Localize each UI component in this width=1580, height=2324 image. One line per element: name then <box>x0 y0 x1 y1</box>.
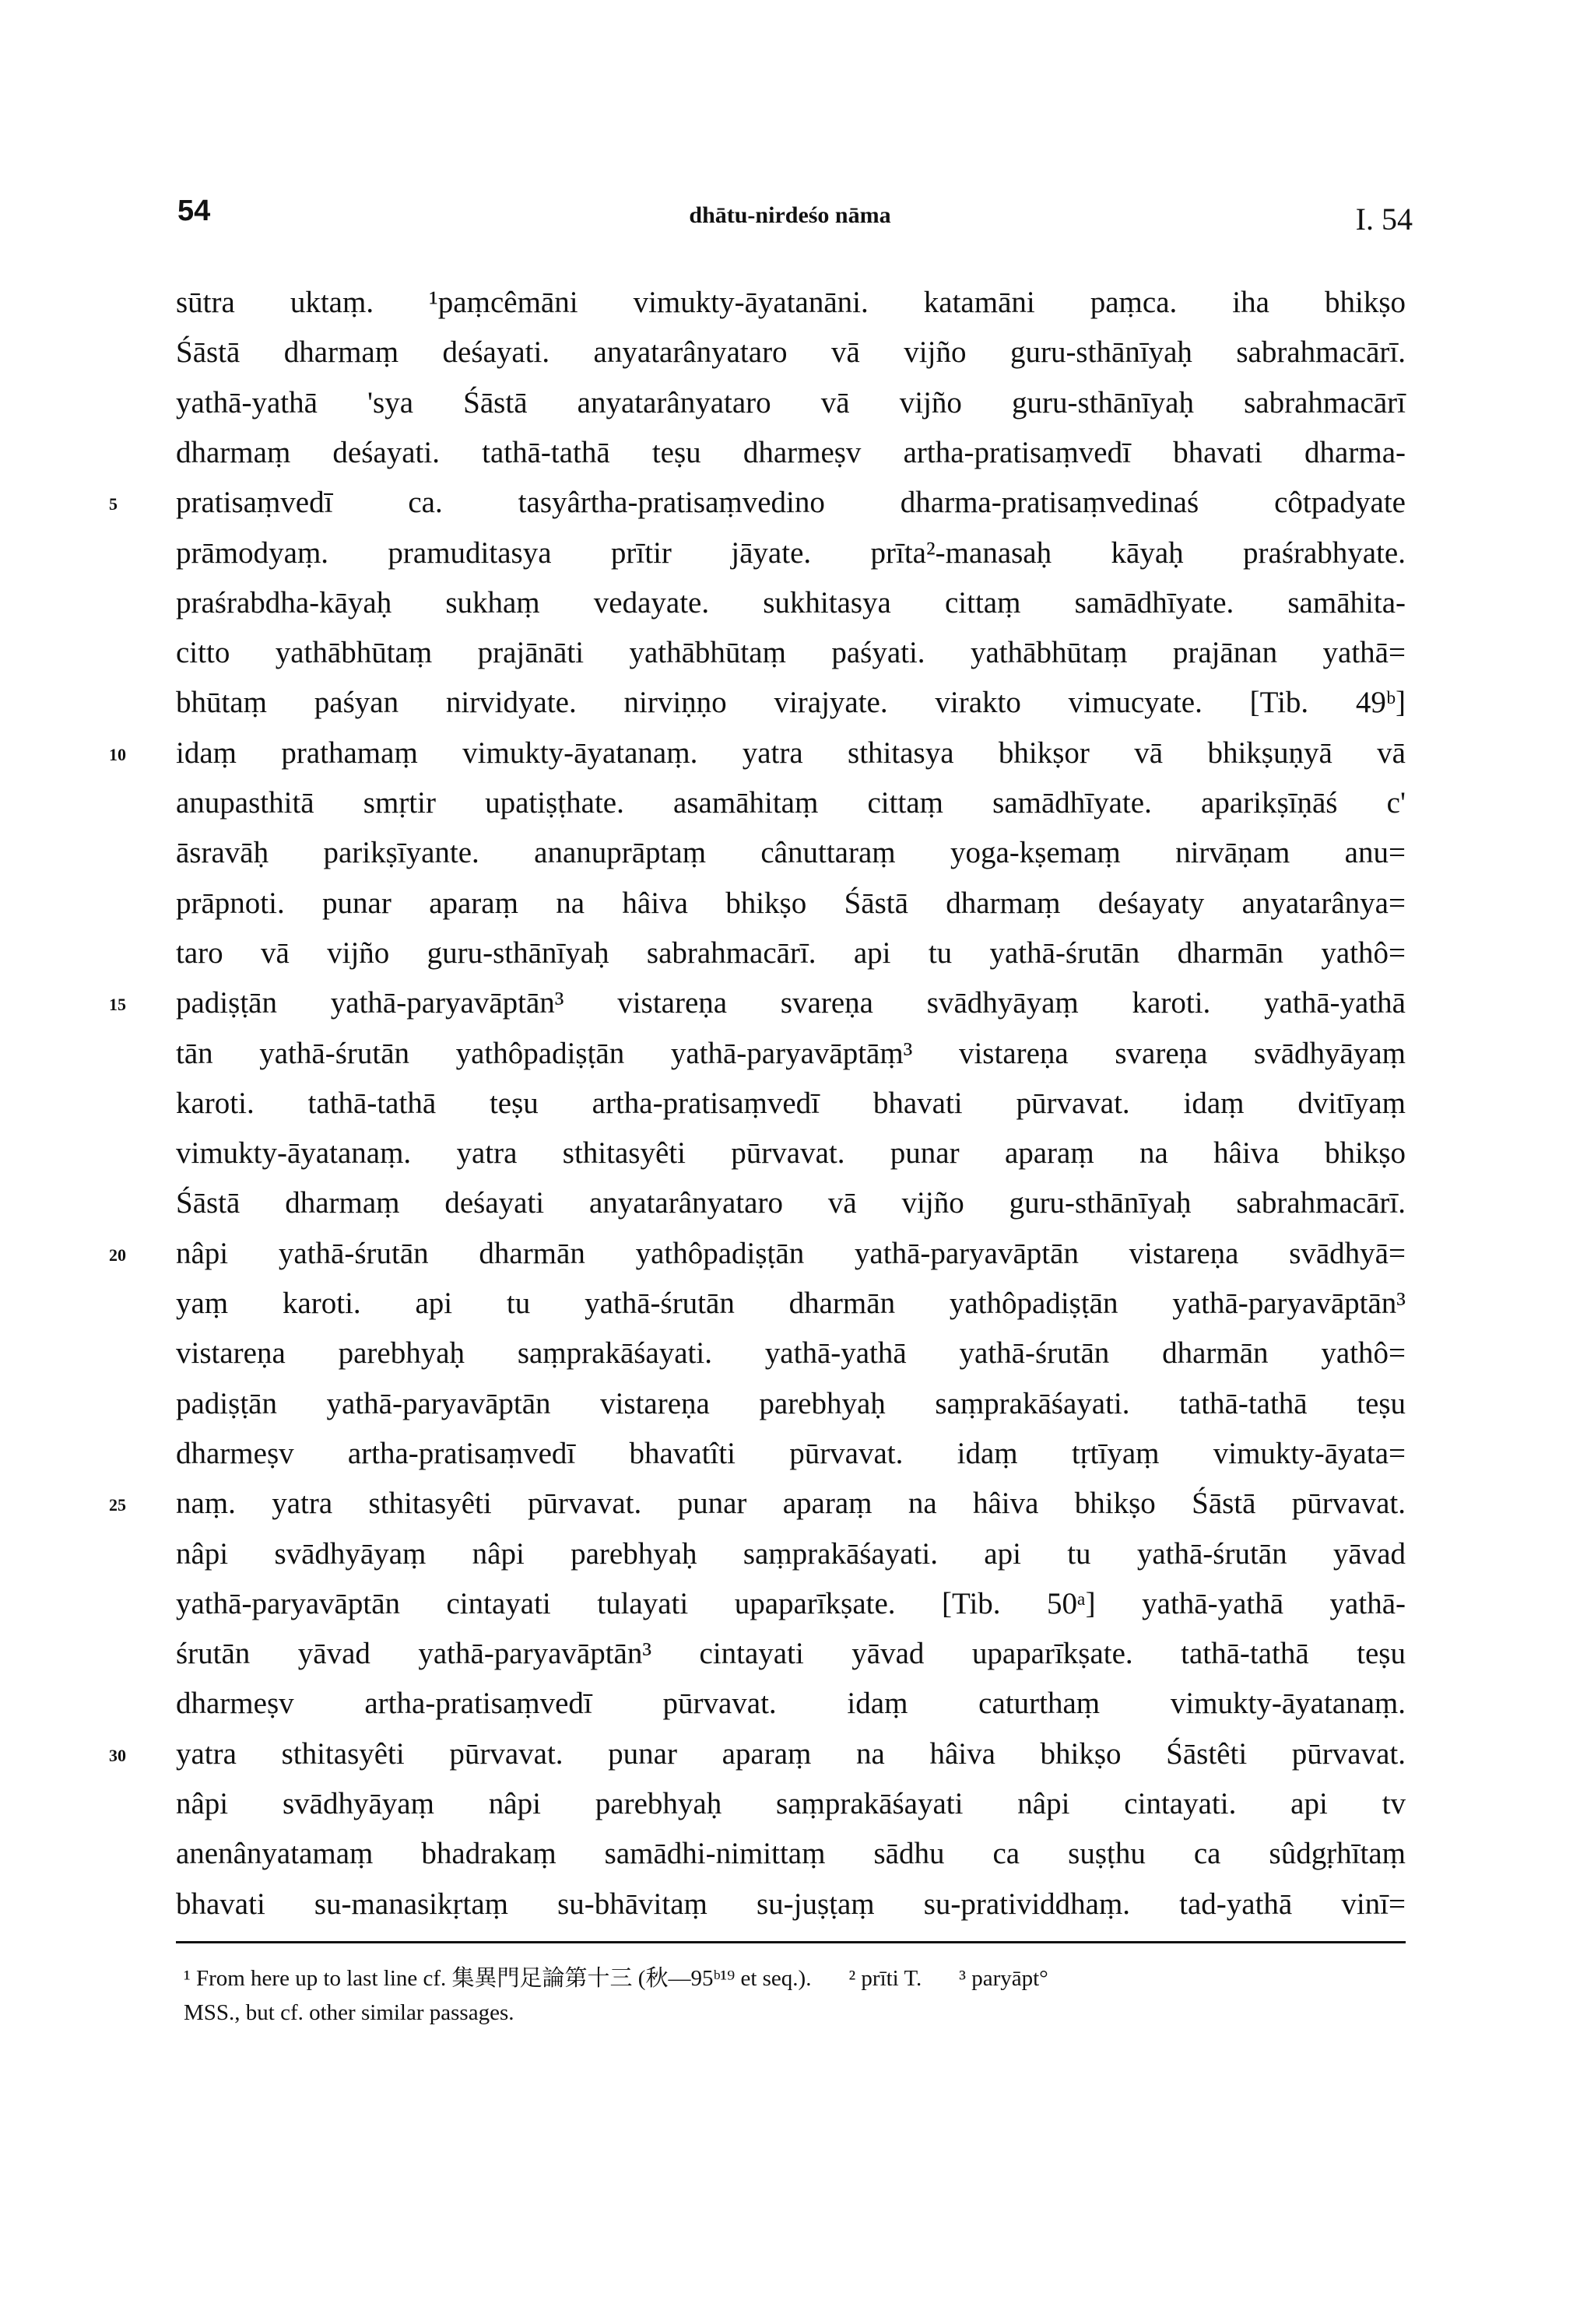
text-line: dharmeṣv artha-pratisaṃvedī pūrvavat. idaṃ caturthaṃ vimukty-āyatanaṃ. <box>176 1687 1406 1721</box>
text-line: prāpnoti. punar aparaṃ na hâiva bhikṣo Śāstā dharmaṃ deśayaty anyatarânya= <box>176 886 1406 920</box>
text-line: nâpi svādhyāyaṃ nâpi parebhyaḥ saṃprakāśayati nâpi cintayati. api tv <box>176 1787 1406 1820</box>
text-line: Śāstā dharmaṃ deśayati anyatarânyataro vā vijño guru-sthānīyaḥ sabrahmacārī. <box>176 1186 1406 1220</box>
text-line: yaṃ karoti. api tu yathā-śrutān dharmān yathôpadiṣṭān yathā-paryavāptān³ <box>176 1287 1406 1320</box>
text-line: āsravāḥ parikṣīyante. ananuprāptaṃ cânuttaraṃ yoga-kṣemaṃ nirvāṇam anu= <box>176 836 1406 870</box>
text-line: praśrabdha-kāyaḥ sukhaṃ vedayate. sukhitasya cittaṃ samādhīyate. samāhita- <box>176 585 1406 620</box>
text-line: bhūtaṃ paśyan nirvidyate. nirviṇṇo virajyate. virakto vimucyate. [Tib. 49ᵇ] <box>176 686 1406 720</box>
line-number: 20 <box>109 1244 126 1265</box>
text-line: anenânyatamaṃ bhadrakaṃ samādhi-nimittaṃ sādhu ca suṣṭhu ca sûdgṛhītaṃ <box>176 1837 1406 1871</box>
text-line: bhavati su-manasikṛtaṃ su-bhāvitaṃ su-juṣṭaṃ su-pratividdhaṃ. tad-yathā vinī= <box>176 1887 1406 1921</box>
footnote-1: ¹ From here up to last line cf. 集異門足論第十三 (秋—95ᵇ¹⁹ et seq.). <box>184 1966 812 1991</box>
text-line: idaṃ prathamaṃ vimukty-āyatanaṃ. yatra sthitasya bhikṣor vā bhikṣuṇyā vā <box>176 735 1406 770</box>
line-number: 10 <box>109 744 126 764</box>
text-line: yathā-yathā 'sya Śāstā anyatarânyataro vā vijño guru-sthānīyaḥ sabrahmacārī <box>176 385 1406 420</box>
text-line: dharmeṣv artha-pratisaṃvedī bhavatîti pūrvavat. idaṃ tṛtīyaṃ vimukty-āyata= <box>176 1436 1406 1470</box>
footnote-rule <box>176 1941 1406 1943</box>
text-line: pratisaṃvedī ca. tasyârtha-pratisaṃvedino dharma-pratisaṃvedinaś côtpadyate <box>176 486 1406 520</box>
text-line: yathā-paryavāptān cintayati tulayati upaparīkṣate. [Tib. 50ᵃ] yathā-yathā yathā- <box>176 1586 1406 1620</box>
footnote-3: ³ paryāpt° <box>959 1966 1048 1991</box>
text-line: prāmodyaṃ. pramuditasya prītir jāyate. prīta²-manasaḥ kāyaḥ praśrabhyate. <box>176 535 1406 570</box>
line-number: 15 <box>109 995 126 1015</box>
line-number: 30 <box>109 1745 126 1765</box>
text-line: taro vā vijño guru-sthānīyaḥ sabrahmacārī. api tu yathā-śrutān dharmān yathô= <box>176 936 1406 970</box>
text-line: nâpi svādhyāyaṃ nâpi parebhyaḥ saṃprakāśayati. api tu yathā-śrutān yāvad <box>176 1536 1406 1571</box>
text-line: tān yathā-śrutān yathôpadiṣṭān yathā-paryavāptāṃ³ vistareṇa svareṇa svādhyāyaṃ <box>176 1036 1406 1070</box>
text-line: vistareṇa parebhyaḥ saṃprakāśayati. yathā-yathā yathā-śrutān dharmān yathô= <box>176 1336 1406 1371</box>
footnote-2: ² prīti T. <box>848 1966 922 1991</box>
text-line: dharmaṃ deśayati. tathā-tathā teṣu dharmeṣv artha-pratisaṃvedī bhavati dharma- <box>176 435 1406 469</box>
footnotes-line-1 <box>184 1964 1406 1992</box>
text-line: sūtra uktaṃ. ¹paṃcêmāni vimukty-āyatanāni. katamāni paṃca. iha bhikṣo <box>176 286 1406 319</box>
text-line: śrutān yāvad yathā-paryavāptān³ cintayati yāvad upaparīkṣate. tathā-tathā teṣu <box>176 1637 1406 1671</box>
text-line: anupasthitā smṛtir upatiṣṭhate. asamāhitaṃ cittaṃ samādhīyate. aparikṣīṇāś c' <box>176 786 1406 820</box>
text-line: karoti. tathā-tathā teṣu artha-pratisaṃvedī bhavati pūrvavat. idaṃ dvitīyaṃ <box>176 1086 1406 1120</box>
text-line: nâpi yathā-śrutān dharmān yathôpadiṣṭān yathā-paryavāptān vistareṇa svādhyā= <box>176 1236 1406 1270</box>
section-reference: I. 54 <box>1355 202 1413 237</box>
text-line: naṃ. yatra sthitasyêti pūrvavat. punar aparaṃ na hâiva bhikṣo Śāstā pūrvavat. <box>176 1487 1406 1521</box>
footnote-3-continued: MSS., but cf. other similar passages. <box>184 2000 514 2025</box>
line-number: 5 <box>109 494 118 514</box>
text-line: padiṣṭān yathā-paryavāptān³ vistareṇa svareṇa svādhyāyaṃ karoti. yathā-yathā <box>176 986 1406 1020</box>
text-line: padiṣṭān yathā-paryavāptān vistareṇa parebhyaḥ saṃprakāśayati. tathā-tathā teṣu <box>176 1386 1406 1420</box>
text-line: yatra sthitasyêti pūrvavat. punar aparaṃ na hâiva bhikṣo Śāstêti pūrvavat. <box>176 1736 1406 1771</box>
text-line: citto yathābhūtaṃ prajānāti yathābhūtaṃ paśyati. yathābhūtaṃ prajānan yathā= <box>176 636 1406 670</box>
text-line: Śāstā dharmaṃ deśayati. anyatarânyataro vā vijño guru-sthānīyaḥ sabrahmacārī. <box>176 335 1406 370</box>
page-number: 54 <box>177 195 211 227</box>
text-line: vimukty-āyatanaṃ. yatra sthitasyêti pūrvavat. punar aparaṃ na hâiva bhikṣo <box>176 1136 1406 1171</box>
running-title: dhātu-nirdeśo nāma <box>689 202 891 228</box>
line-number: 25 <box>109 1495 126 1515</box>
